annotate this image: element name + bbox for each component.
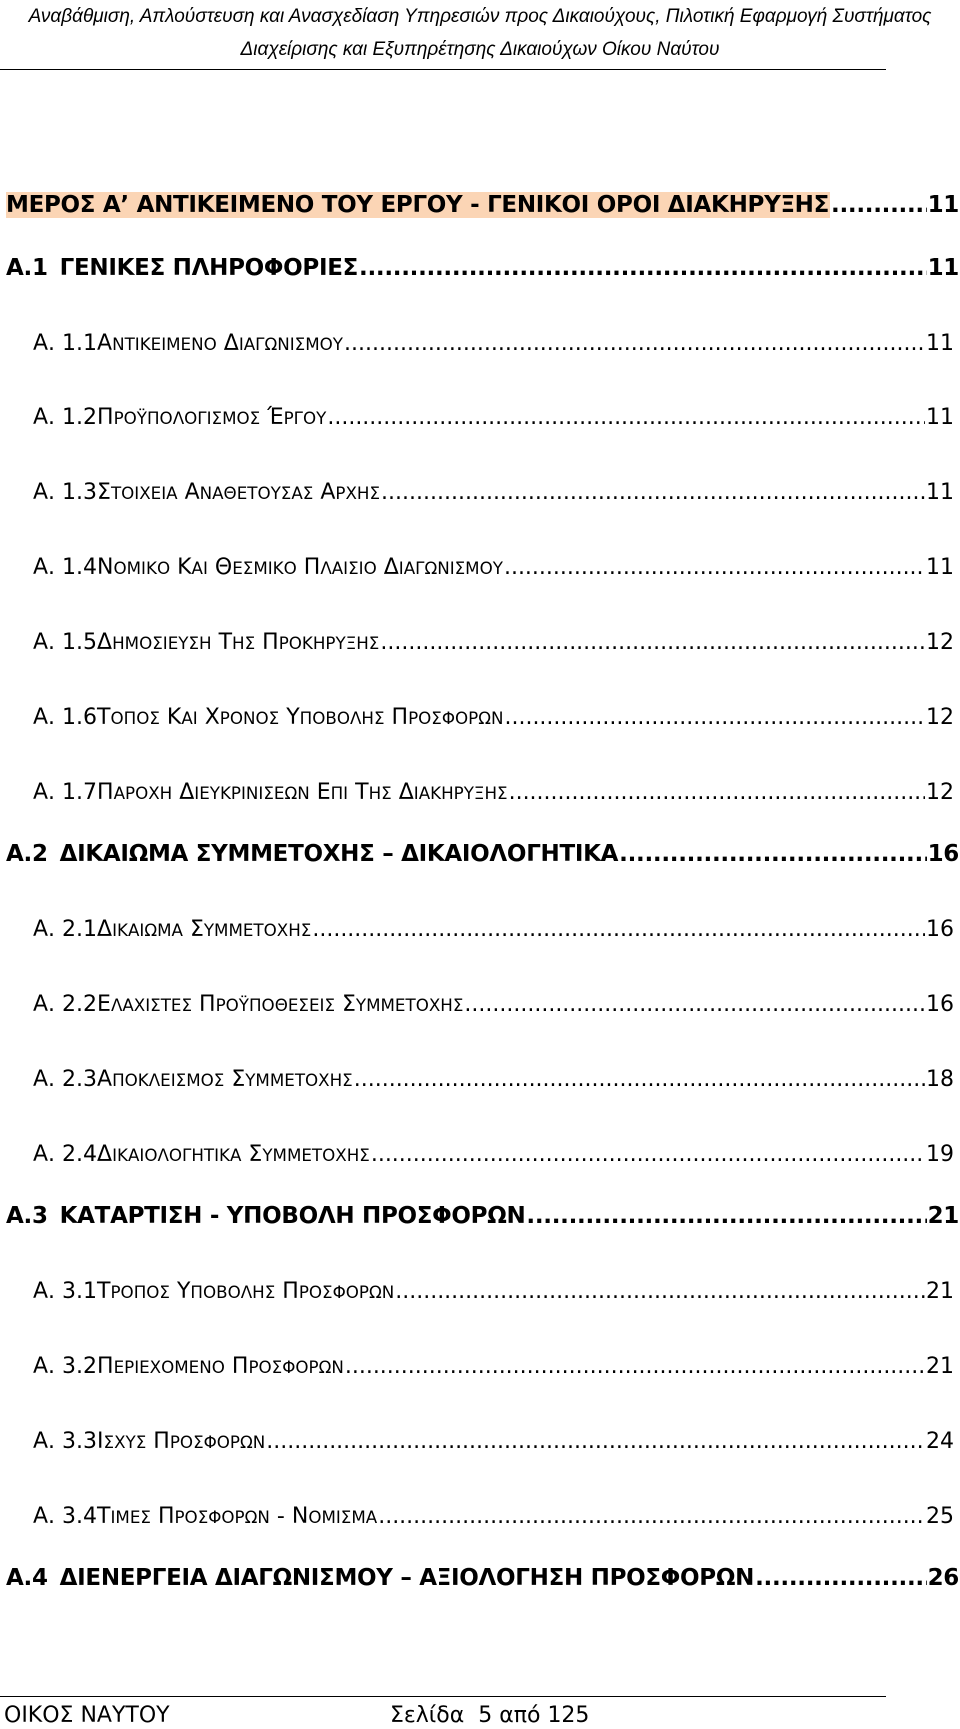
toc-page-number: 11 xyxy=(926,331,954,356)
toc-page-number: 21 xyxy=(926,1354,954,1379)
toc-subsection-number: Α. 1.5 xyxy=(33,630,98,655)
toc-subsection-a1-4[interactable] xyxy=(33,555,954,580)
toc-leader xyxy=(504,705,925,730)
toc-subsection-a1-2[interactable] xyxy=(33,405,954,430)
toc-subsection-a1-5[interactable] xyxy=(33,630,954,655)
toc-subsection-number: Α. 1.3 xyxy=(33,480,98,505)
header-line-2: Διαχείρισης και Εξυπηρέτησης Δικαιούχων Οίκου Ναύτου xyxy=(240,39,720,60)
toc-page-number: 26 xyxy=(927,1565,959,1591)
toc-subsection-a3-4[interactable] xyxy=(33,1504,954,1529)
toc-leader xyxy=(509,780,925,805)
toc-subsection-a1-1[interactable] xyxy=(33,331,954,356)
toc-leader xyxy=(371,1142,925,1167)
toc-leader xyxy=(266,1429,925,1454)
toc-subsection-a2-1[interactable] xyxy=(33,917,954,942)
toc-subsection-a1-6[interactable] xyxy=(33,705,954,730)
toc-subsection-a2-2[interactable] xyxy=(33,992,954,1017)
toc-page-number: 11 xyxy=(926,480,954,505)
toc-leader xyxy=(327,405,925,430)
toc-leader xyxy=(526,1203,926,1229)
footer-rule xyxy=(0,1696,886,1697)
toc-section-number: Α.3 xyxy=(6,1203,48,1229)
toc-leader xyxy=(504,555,925,580)
toc-subsection-title: ΤΡΟΠΟΣ ΥΠΟΒΟΛΗΣ ΠΡΟΣΦΟΡΩΝ xyxy=(97,1279,395,1304)
footer-page-label: Σελίδα xyxy=(390,1703,465,1728)
page-header xyxy=(0,0,960,66)
toc-section-number: Α.2 xyxy=(6,841,48,867)
toc-page-number: 16 xyxy=(926,917,954,942)
toc-subsection-a3-3[interactable] xyxy=(33,1429,954,1454)
footer-page-info xyxy=(390,1703,589,1729)
toc-section-title: ΔΙΕΝΕΡΓΕΙΑ ΔΙΑΓΩΝΙΣΜΟΥ – ΑΞΙΟΛΟΓΗΣΗ ΠΡΟΣΦΟΡΩΝ xyxy=(59,1565,755,1591)
toc-page-number: 16 xyxy=(926,992,954,1017)
toc-page-number: 12 xyxy=(926,630,954,655)
toc-page-number: 11 xyxy=(927,255,959,281)
toc-subsection-number: Α. 1.1 xyxy=(33,331,98,356)
toc-subsection-number: Α. 1.2 xyxy=(33,405,98,430)
footer-organization: ΟΙΚΟΣ ΝΑΥΤΟΥ xyxy=(4,1703,170,1728)
toc-section-a2[interactable] xyxy=(6,841,960,867)
toc-page-number: 12 xyxy=(926,705,954,730)
toc-leader xyxy=(344,331,925,356)
footer-of-label: από xyxy=(499,1703,541,1728)
header-rule xyxy=(0,69,886,70)
toc-leader xyxy=(378,1504,925,1529)
toc-subsection-a3-2[interactable] xyxy=(33,1354,954,1379)
toc-subsection-title: ΝΟΜΙΚΟ ΚΑΙ ΘΕΣΜΙΚΟ ΠΛΑΙΣΙΟ ΔΙΑΓΩΝΙΣΜΟΥ xyxy=(97,555,503,580)
toc-subsection-number: Α. 1.7 xyxy=(33,780,98,805)
toc-subsection-a1-7[interactable] xyxy=(33,780,954,805)
toc-subsection-title: ΠΑΡΟΧΗ ΔΙΕΥΚΡΙΝΙΣΕΩΝ ΕΠΙ ΤΗΣ ΔΙΑΚΗΡΥΞΗΣ xyxy=(97,780,508,805)
toc-leader xyxy=(831,192,927,218)
toc-subsection-number: Α. 3.2 xyxy=(33,1354,98,1379)
toc-subsection-number: Α. 2.2 xyxy=(33,992,98,1017)
toc-subsection-title: ΠΡΟΫΠΟΛΟΓΙΣΜΟΣ ΈΡΓΟΥ xyxy=(97,405,327,430)
toc-subsection-number: Α. 1.4 xyxy=(33,555,98,580)
toc-subsection-title: ΣΤΟΙΧΕΙΑ ΑΝΑΘΕΤΟΥΣΑΣ ΑΡΧΗΣ xyxy=(97,480,381,505)
toc-subsection-number: Α. 2.1 xyxy=(33,917,98,942)
toc-subsection-a2-3[interactable] xyxy=(33,1067,954,1092)
toc-subsection-number: Α. 3.3 xyxy=(33,1429,98,1454)
toc-subsection-title: ΠΕΡΙΕΧΟΜΕΝΟ ΠΡΟΣΦΟΡΩΝ xyxy=(97,1354,344,1379)
footer-page-number: 5 xyxy=(478,1703,493,1728)
toc-subsection-number: Α. 2.3 xyxy=(33,1067,98,1092)
toc-leader xyxy=(381,480,925,505)
toc-leader xyxy=(464,992,925,1017)
header-line-1: Αναβάθμιση, Απλούστευση και Ανασχεδίαση Υπηρεσιών προς Δικαιούχους, Πιλοτική Εφαρμογή Συστήματος xyxy=(28,6,932,27)
toc-part-a[interactable] xyxy=(6,192,960,218)
toc-section-title: ΓΕΝΙΚΕΣ ΠΛΗΡΟΦΟΡΙΕΣ xyxy=(59,255,359,281)
toc-subsection-title: ΑΝΤΙΚΕΙΜΕΝΟ ΔΙΑΓΩΝΙΣΜΟΥ xyxy=(97,331,343,356)
toc-subsection-number: Α. 3.4 xyxy=(33,1504,98,1529)
toc-leader xyxy=(395,1279,925,1304)
toc-section-a1[interactable] xyxy=(6,255,960,281)
toc-subsection-a2-4[interactable] xyxy=(33,1142,954,1167)
toc-subsection-title: ΔΙΚΑΙΩΜΑ ΣΥΜΜΕΤΟΧΗΣ xyxy=(97,917,312,942)
toc-subsection-title: ΔΙΚΑΙΟΛΟΓΗΤΙΚΑ ΣΥΜΜΕΤΟΧΗΣ xyxy=(97,1142,370,1167)
toc-page-number: 19 xyxy=(926,1142,954,1167)
toc-subsection-title: ΙΣΧΥΣ ΠΡΟΣΦΟΡΩΝ xyxy=(97,1429,266,1454)
toc-page-number: 16 xyxy=(927,841,959,867)
toc-section-title: ΔΙΚΑΙΩΜΑ ΣΥΜΜΕΤΟΧΗΣ – ΔΙΚΑΙΟΛΟΓΗΤΙΚΑ xyxy=(59,841,619,867)
toc-leader xyxy=(354,1067,925,1092)
toc-subsection-number: Α. 2.4 xyxy=(33,1142,98,1167)
toc-subsection-title: ΤΟΠΟΣ ΚΑΙ ΧΡΟΝΟΣ ΥΠΟΒΟΛΗΣ ΠΡΟΣΦΟΡΩΝ xyxy=(97,705,504,730)
footer-page-total: 125 xyxy=(547,1703,590,1728)
toc-part-title: ΜΕΡΟΣ Α’ ΑΝΤΙΚΕΙΜΕΝΟ ΤΟΥ ΕΡΓΟΥ - ΓΕΝΙΚΟΙ ΟΡΟΙ ΔΙΑΚΗΡΥΞΗΣ xyxy=(6,192,830,218)
toc-subsection-number: Α. 3.1 xyxy=(33,1279,98,1304)
toc-leader xyxy=(380,630,925,655)
toc-section-number: Α.1 xyxy=(6,255,48,281)
toc-subsection-a1-3[interactable] xyxy=(33,480,954,505)
toc-section-a4[interactable] xyxy=(6,1565,960,1591)
toc-subsection-title: ΑΠΟΚΛΕΙΣΜΟΣ ΣΥΜΜΕΤΟΧΗΣ xyxy=(97,1067,353,1092)
toc-page-number: 18 xyxy=(926,1067,954,1092)
toc-section-number: Α.4 xyxy=(6,1565,48,1591)
toc-page-number: 12 xyxy=(926,780,954,805)
toc-subsection-title: ΤΙΜΕΣ ΠΡΟΣΦΟΡΩΝ - ΝΟΜΙΣΜΑ xyxy=(97,1504,378,1529)
toc-page-number: 11 xyxy=(926,405,954,430)
toc-subsection-a3-1[interactable] xyxy=(33,1279,954,1304)
toc-leader xyxy=(312,917,925,942)
toc-page-number: 11 xyxy=(926,555,954,580)
toc-leader xyxy=(755,1565,927,1591)
toc-page-number: 11 xyxy=(927,192,959,218)
toc-leader xyxy=(345,1354,925,1379)
toc-page-number: 21 xyxy=(926,1279,954,1304)
toc-section-a3[interactable] xyxy=(6,1203,960,1229)
toc-page-number: 25 xyxy=(926,1504,954,1529)
toc-subsection-number: Α. 1.6 xyxy=(33,705,98,730)
toc-subsection-title: ΕΛΑΧΙΣΤΕΣ ΠΡΟΫΠΟΘΕΣΕΙΣ ΣΥΜΜΕΤΟΧΗΣ xyxy=(97,992,464,1017)
toc-leader xyxy=(619,841,926,867)
toc-page-number: 21 xyxy=(927,1203,959,1229)
toc-subsection-title: ΔΗΜΟΣΙΕΥΣΗ ΤΗΣ ΠΡΟΚΗΡΥΞΗΣ xyxy=(97,630,380,655)
toc-section-title: ΚΑΤΑΡΤΙΣΗ - ΥΠΟΒΟΛΗ ΠΡΟΣΦΟΡΩΝ xyxy=(59,1203,526,1229)
toc-page-number: 24 xyxy=(926,1429,954,1454)
toc-leader xyxy=(359,255,927,281)
